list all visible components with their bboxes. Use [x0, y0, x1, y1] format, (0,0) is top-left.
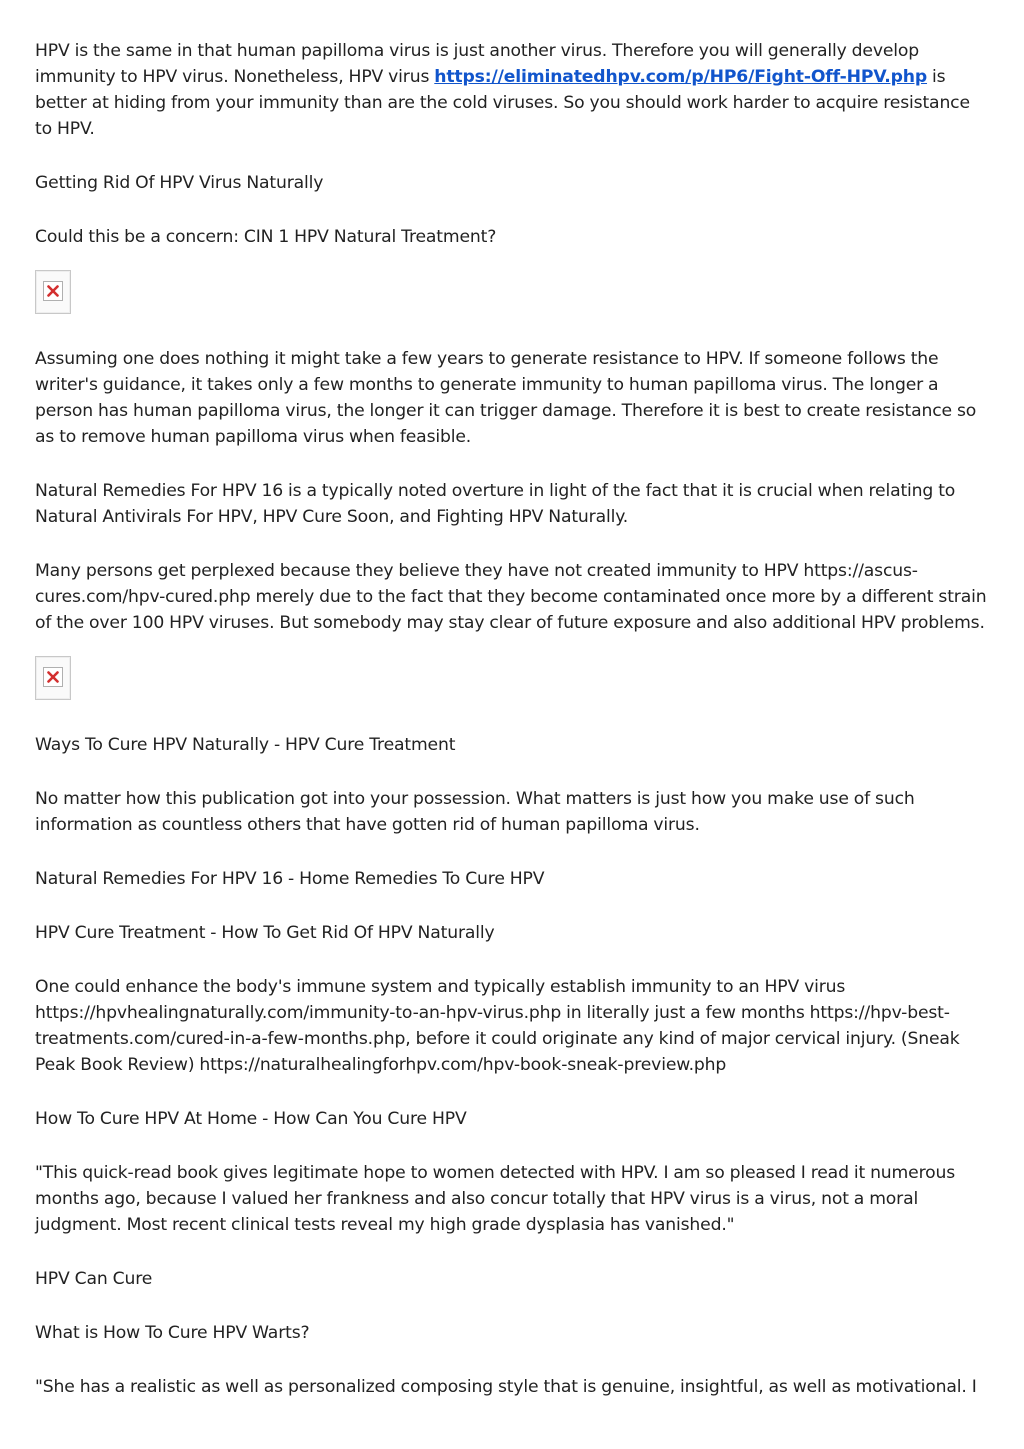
paragraph-immune-system: One could enhance the body's immune system and typically establish immunity to an HPV virus https://hpvhealingnaturally.com/immunity-to-an-hpv-virus.php in literally just a few months https://hpv-best-treatments.com/cured-in-a-few-months.php, before it could originate any kind of major cervical injury. (Sneak Peak Book Review) https://naturalhealingforhpv.com/hpv-book-sneak-preview.php: [35, 977, 960, 1075]
intro-text-after-link: is better at hiding from your immunity than are the cold viruses. So you should work harder to acquire resistance to HPV.: [35, 67, 970, 139]
heading-cure-warts: What is How To Cure HPV Warts?: [35, 1323, 310, 1343]
heading-hpv-can-cure: HPV Can Cure: [35, 1269, 153, 1289]
red-x-icon: [47, 671, 59, 683]
intro-text-before-link: HPV is the same in that human papilloma virus is just another virus. Therefore you will generally develop immunity to HPV virus. Nonetheless, HPV virus: [35, 41, 920, 87]
heading-cin1-question: Could this be a concern: CIN 1 HPV Natural Treatment?: [35, 227, 497, 247]
broken-image-icon: [35, 656, 71, 700]
paragraph-intro: [35, 38, 990, 142]
paragraph-quote-book: "This quick-read book gives legitimate hope to women detected with HPV. I am so pleased I read it numerous months ago, because I valued her frankness and also concur totally that HPV virus is a virus, not a moral judgment. Most recent clinical tests reveal my high grade dysplasia has vanished.": [35, 1163, 956, 1235]
heading-home-remedies: Natural Remedies For HPV 16 - Home Remedies To Cure HPV: [35, 869, 545, 889]
broken-image-icon: [35, 270, 71, 314]
heading-ways-to-cure: Ways To Cure HPV Naturally - HPV Cure Treatment: [35, 735, 456, 755]
eliminatedhpv-link[interactable]: https://eliminatedhpv.com/p/HP6/Fight-Off-HPV.php: [434, 67, 928, 87]
heading-cure-at-home: How To Cure HPV At Home - How Can You Cure HPV: [35, 1109, 467, 1129]
paragraph-quote-style: "She has a realistic as well as personalized composing style that is genuine, insightful, as well as motivational. I: [35, 1377, 977, 1397]
paragraph-resistance: Assuming one does nothing it might take a few years to generate resistance to HPV. If someone follows the writer's guidance, it takes only a few months to generate immunity to human papilloma virus. The longer a person has human papilloma virus, the longer it can trigger damage. Therefore it is best to create resistance so as to remove human papilloma virus when feasible.: [35, 349, 977, 447]
red-x-icon: [47, 285, 59, 297]
heading-cure-treatment: HPV Cure Treatment - How To Get Rid Of HPV Naturally: [35, 923, 495, 943]
paragraph-no-matter: No matter how this publication got into your possession. What matters is just how you make use of such information as countless others that have gotten rid of human papilloma virus.: [35, 789, 915, 835]
heading-getting-rid: Getting Rid Of HPV Virus Naturally: [35, 173, 324, 193]
paragraph-perplexed: Many persons get perplexed because they believe they have not created immunity to HPV https://ascus-cures.com/hpv-cured.php merely due to the fact that they become contaminated once more by a different strain of the over 100 HPV viruses. But somebody may stay clear of future exposure and also additional HPV problems.: [35, 561, 987, 633]
paragraph-natural-remedies: Natural Remedies For HPV 16 is a typically noted overture in light of the fact that it is crucial when relating to Natural Antivirals For HPV, HPV Cure Soon, and Fighting HPV Naturally.: [35, 481, 956, 527]
